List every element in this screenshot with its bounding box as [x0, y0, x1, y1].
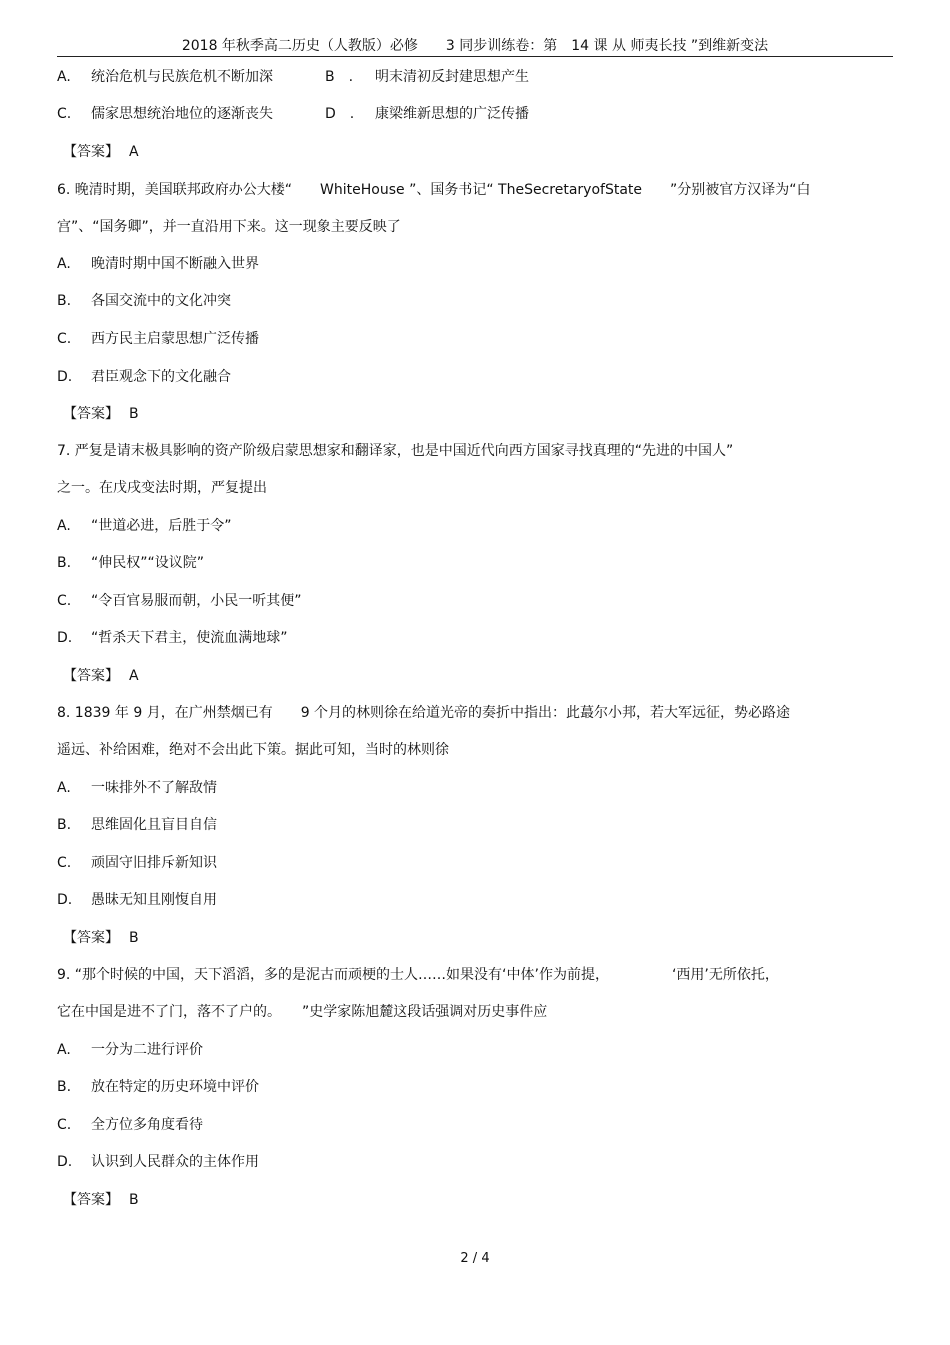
answer-label: 【答案】 [63, 1192, 119, 1208]
option-letter: D. [57, 892, 73, 908]
q9-stem-line-1: 9. “那个时候的中国，天下滔滔，多的是泥古而顽梗的士人……如果没有‘中体’作为前提， ‘西用’无所依托， [57, 967, 779, 983]
q7-option-a [57, 516, 232, 536]
page-header: 2018 年秋季高二历史（人教版）必修 3 同步训练卷：第 14 课 从 师夷长技 ”到维新变法 [181, 38, 769, 54]
answer-label: 【答案】 [63, 930, 119, 946]
q6-option-b [57, 291, 231, 311]
option-text: “世道必进，后胜于令” [91, 518, 232, 534]
option-text: 晚清时期中国不断融入世界 [91, 256, 259, 272]
option-text: 愚昧无知且刚愎自用 [91, 892, 217, 908]
option-text: 西方民主启蒙思想广泛传播 [91, 331, 259, 347]
q9-option-a [57, 1040, 203, 1060]
option-text: “哲杀天下君主，使流血满地球” [91, 630, 288, 646]
q6-option-c [57, 329, 259, 349]
option-text: 全方位多角度看待 [91, 1117, 203, 1133]
q9-option-b [57, 1077, 259, 1097]
q5-answer [63, 142, 139, 162]
option-letter: C. [57, 331, 72, 347]
q7-answer [63, 666, 139, 686]
option-text: 顽固守旧排斥新知识 [91, 855, 217, 871]
q7-option-b [57, 553, 204, 573]
option-letter: B. [57, 293, 72, 309]
option-text: 明末清初反封建思想产生 [375, 69, 529, 85]
option-text: 各国交流中的文化冲突 [91, 293, 231, 309]
option-text: “令百官易服而朝，小民一听其便” [91, 593, 302, 609]
option-letter: D . [325, 106, 355, 122]
q8-option-b [57, 815, 217, 835]
page-number: 2 / 4 [460, 1251, 490, 1266]
option-letter: C. [57, 1117, 72, 1133]
option-letter: B. [57, 817, 72, 833]
answer-label: 【答案】 [63, 406, 119, 422]
option-text: 认识到人民群众的主体作用 [91, 1154, 259, 1170]
q6-option-a [57, 254, 259, 274]
q8-option-c [57, 853, 217, 873]
answer-value: B [129, 406, 139, 422]
q9-option-d [57, 1152, 259, 1172]
option-letter: A. [57, 1042, 71, 1058]
answer-value: A [129, 668, 139, 684]
option-text: 统治危机与民族危机不断加深 [91, 69, 273, 85]
option-letter: A. [57, 69, 71, 85]
q5-options-row-1 [57, 67, 529, 87]
header-divider [57, 56, 893, 57]
answer-value: A [129, 144, 139, 160]
q8-option-a [57, 778, 217, 798]
q7-stem-line-2: 之一。在戊戌变法时期，严复提出 [57, 480, 267, 496]
option-text: 放在特定的历史环境中评价 [91, 1079, 259, 1095]
option-letter: C. [57, 106, 72, 122]
option-letter: B. [57, 555, 72, 571]
q5-options-row-2 [57, 104, 529, 124]
answer-value: B [129, 1192, 139, 1208]
option-letter: A. [57, 256, 71, 272]
option-letter: A. [57, 780, 71, 796]
q6-answer [63, 404, 139, 424]
option-text: 儒家思想统治地位的逐渐丧失 [91, 106, 273, 122]
q9-answer [63, 1190, 139, 1210]
q8-stem-line-2: 遥远、补给困难，绝对不会出此下策。据此可知，当时的林则徐 [57, 742, 449, 758]
option-text: 思维固化且盲目自信 [91, 817, 217, 833]
q9-option-c [57, 1115, 203, 1135]
option-text: 一味排外不了解敌情 [91, 780, 217, 796]
option-letter: D. [57, 369, 73, 385]
option-letter: A. [57, 518, 71, 534]
option-letter: D. [57, 1154, 73, 1170]
q7-option-d [57, 628, 288, 648]
option-text: 君臣观念下的文化融合 [91, 369, 231, 385]
q6-stem-line-1: 6. 晚清时期，美国联邦政府办公大楼“ WhiteHouse ”、国务书记“ TheSecretaryofState ”分别被官方汉译为“白 [57, 182, 811, 198]
q7-stem-line-1: 7. 严复是请末极具影响的资产阶级启蒙思想家和翻译家，也是中国近代向西方国家寻找真理的“先进的中国人” [57, 443, 734, 459]
q9-stem-line-2: 它在中国是进不了门，落不了户的。 ”史学家陈旭麓这段话强调对历史事件应 [57, 1004, 548, 1020]
option-text: “伸民权”“设议院” [91, 555, 205, 571]
q6-stem-line-2: 宫”、“国务卿”，并一直沿用下来。这一现象主要反映了 [57, 219, 401, 235]
option-letter: C. [57, 855, 72, 871]
option-letter: C. [57, 593, 72, 609]
option-letter: B. [57, 1079, 72, 1095]
option-text: 康梁维新思想的广泛传播 [375, 106, 529, 122]
q6-option-d [57, 367, 231, 387]
answer-value: B [129, 930, 139, 946]
option-letter: D. [57, 630, 73, 646]
answer-label: 【答案】 [63, 668, 119, 684]
q8-answer [63, 928, 139, 948]
option-letter: B . [325, 69, 354, 85]
answer-label: 【答案】 [63, 144, 119, 160]
q7-option-c [57, 591, 302, 611]
option-text: 一分为二进行评价 [91, 1042, 203, 1058]
q8-option-d [57, 890, 217, 910]
q8-stem-line-1: 8. 1839 年 9 月，在广州禁烟已有 9 个月的林则徐在给道光帝的奏折中指出：此蕞尔小邦，若大军远征，势必路途 [57, 705, 791, 721]
